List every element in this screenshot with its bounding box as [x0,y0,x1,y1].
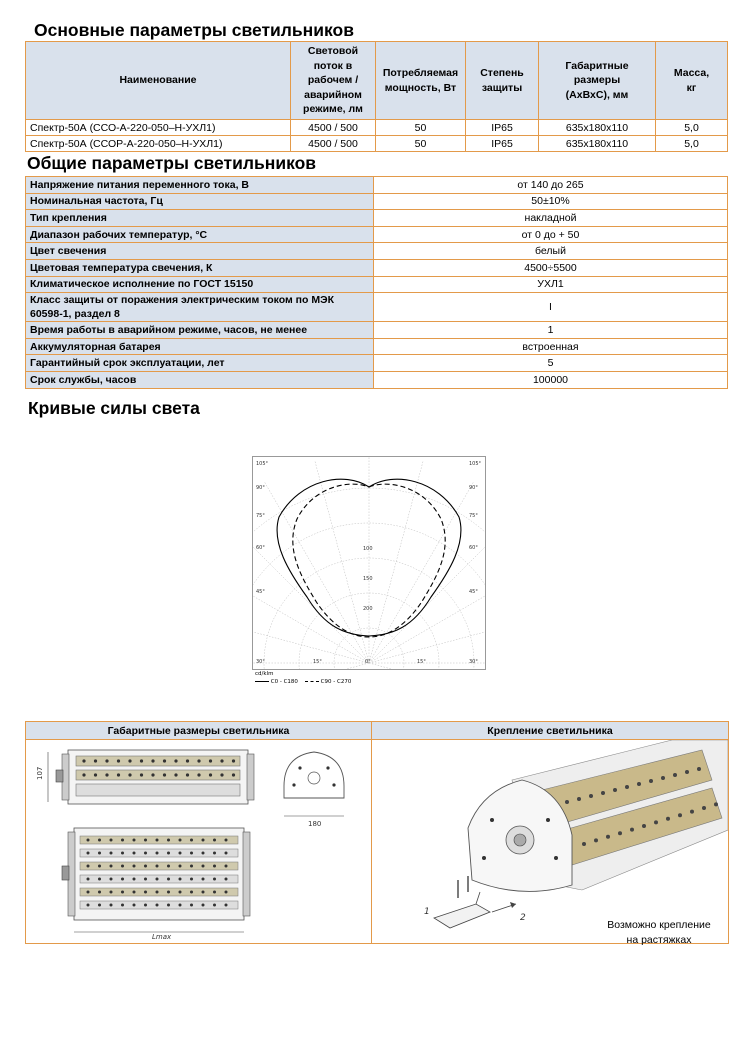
polar-diagram-svg [253,457,485,669]
param-value: 50±10% [374,193,728,210]
param-row [26,259,728,276]
angle-label: 45° [256,589,265,595]
param-name: Напряжение питания переменного тока, В [26,177,374,194]
param-row [26,276,728,293]
param-row [26,177,728,194]
param-name: Срок службы, часов [26,371,374,388]
param-name: Гарантийный срок эксплуатации, лет [26,355,374,372]
power-cell: 50 [376,136,466,152]
param-row [26,355,728,372]
polar-unit: cd/klm [255,671,274,677]
angle-label: 30° [256,659,265,665]
param-name: Цветовая температура свечения, К [26,259,374,276]
param-value: от 0 до + 50 [374,226,728,243]
mounting-drawing-cell [372,740,729,944]
angle-label: 105° [256,461,269,467]
dimensions-drawing [26,740,371,940]
power-cell: 50 [376,120,466,136]
angle-label: 90° [469,485,478,491]
column-header-name: Наименование [26,42,291,120]
protection-rating-cell: IP65 [466,120,539,136]
mass-cell: 5,0 [656,120,728,136]
angle-label: 15° [313,659,322,665]
angle-label: 30° [469,659,478,665]
param-value: 100000 [374,371,728,388]
param-value: от 140 до 265 [374,177,728,194]
param-row [26,293,728,322]
legend-solid-label: C0 - C180 [270,679,298,685]
angle-label: 60° [469,545,478,551]
mounting-title: Крепление светильника [372,722,729,740]
angle-label: 75° [256,513,265,519]
radial-label: 100 [363,546,373,552]
angle-label: 45° [469,589,478,595]
param-value: 1 [374,322,728,339]
dim-length-label: Lmax [152,933,172,940]
drawings-table [25,721,729,944]
dim-width-label: 180 [308,820,322,828]
product-name-cell: Спектр-50А (ССОР-А-220-050–Н-УХЛ1) [26,136,291,152]
luminous-flux-cell: 4500 / 500 [291,120,376,136]
luminaire-end-view [284,752,344,828]
param-name: Номинальная частота, Гц [26,193,374,210]
param-name: Класс защиты от поражения электрическим током по МЭК 60598-1, раздел 8 [26,293,374,322]
column-header-flux: Световой поток в рабочем / аварийном режиме, лм [291,42,376,120]
polar-diagram [252,456,486,670]
dimensions-cell: 635х180х110 [539,136,656,152]
param-value: накладной [374,210,728,227]
param-name: Климатическое исполнение по ГОСТ 15150 [26,276,374,293]
main-params-header-row [26,42,728,120]
main-params-body [26,120,728,152]
param-value: УХЛ1 [374,276,728,293]
param-value: I [374,293,728,322]
luminous-flux-cell: 4500 / 500 [291,136,376,152]
param-row [26,210,728,227]
product-row [26,120,728,136]
angle-label: 90° [256,485,265,491]
luminaire-top-view [62,828,250,940]
product-name-cell: Спектр-50А (ССО-А-220-050–Н-УХЛ1) [26,120,291,136]
protection-rating-cell: IP65 [466,136,539,152]
dimensions-cell: 635х180х110 [539,120,656,136]
param-value: 4500÷5500 [374,259,728,276]
callout-1: 1 [424,907,430,917]
param-row [26,243,728,260]
general-params-body [26,177,728,389]
angle-label: 75° [469,513,478,519]
param-value: белый [374,243,728,260]
mounting-note-line-2: на растяжках [626,934,692,946]
luminaire-perspective [468,740,728,891]
general-params-heading: Общие параметры светильников [27,153,317,173]
column-header-mass: Масса, кг [656,42,728,120]
mass-cell: 5,0 [656,136,728,152]
dim-height-label: 107 [36,766,44,780]
angle-label: 15° [417,659,426,665]
param-name: Цвет свечения [26,243,374,260]
legend-dashed-swatch [305,681,319,682]
param-row [26,226,728,243]
param-name: Диапазон рабочих температур, °С [26,226,374,243]
product-row [26,136,728,152]
column-header-dimensions: Габаритные размеры (АхВхС), мм [539,42,656,120]
angle-label: 105° [469,461,482,467]
column-header-power: Потребляемая мощность, Вт [376,42,466,120]
angle-label: 60° [256,545,265,551]
param-row [26,193,728,210]
curves-heading: Кривые силы света [28,398,200,418]
angle-label: 0° [365,659,371,665]
general-params-table [25,176,728,389]
param-value: 5 [374,355,728,372]
mounting-note [594,918,724,948]
column-header-protection: Степень защиты [466,42,539,120]
main-params-table [25,41,728,152]
param-name: Аккумуляторная батарея [26,338,374,355]
legend-solid-swatch [255,681,269,682]
callout-2: 2 [520,913,526,923]
param-row [26,338,728,355]
param-name: Время работы в аварийном режиме, часов, не менее [26,322,374,339]
param-row [26,322,728,339]
radial-label: 150 [363,576,373,582]
legend-dashed-label: C90 - C270 [320,679,352,685]
dimensions-drawing-cell [26,740,372,944]
main-params-heading: Основные параметры светильников [34,20,354,40]
param-value: встроенная [374,338,728,355]
mounting-drawing [372,740,728,940]
luminaire-side-view [36,750,254,804]
polar-legend [255,670,351,686]
param-row [26,371,728,388]
param-name: Тип крепления [26,210,374,227]
dimensions-title: Габаритные размеры светильника [26,722,372,740]
radial-label: 200 [363,606,373,612]
mounting-note-line-1: Возможно крепление [607,919,711,931]
